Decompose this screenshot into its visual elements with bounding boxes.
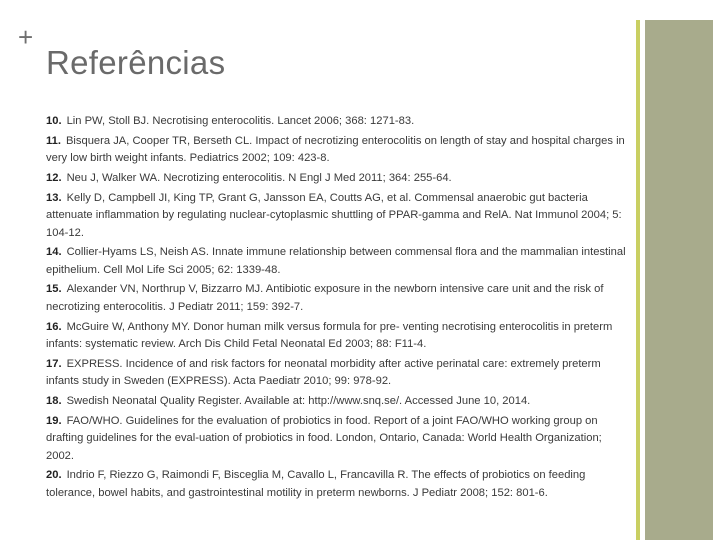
reference-item bbox=[46, 170, 628, 188]
reference-number: 16. bbox=[46, 320, 62, 333]
reference-item bbox=[46, 393, 628, 411]
reference-item bbox=[46, 281, 628, 316]
reference-number: 13. bbox=[46, 191, 62, 204]
reference-item bbox=[46, 356, 628, 391]
reference-text: Bisquera JA, Cooper TR, Berseth CL. Impact of necrotizing enterocolitis on length of stay and hospital charges in very low birth weight infants. Pediatrics 2002; 109: 423-8. bbox=[46, 134, 625, 165]
reference-number: 19. bbox=[46, 414, 62, 427]
reference-item bbox=[46, 133, 628, 168]
reference-number: 14. bbox=[46, 246, 62, 259]
slide-title: Referências bbox=[46, 44, 226, 81]
reference-number: 11. bbox=[46, 134, 61, 147]
reference-text: EXPRESS. Incidence of and risk factors for neonatal morbidity after active perinatal care: extremely preterm infants study in Sweden (EXPRESS). Acta Paediatr 2010; 99: 978-92. bbox=[46, 357, 601, 388]
reference-item bbox=[46, 113, 628, 131]
reference-text: Neu J, Walker WA. Necrotizing enterocolitis. N Engl J Med 2011; 364: 255-64. bbox=[66, 171, 452, 184]
accent-bar-thin bbox=[636, 20, 640, 540]
reference-text: Lin PW, Stoll BJ. Necrotising enterocolitis. Lancet 2006; 368: 1271-83. bbox=[66, 115, 415, 127]
reference-number: 15. bbox=[46, 283, 62, 296]
reference-item bbox=[46, 190, 628, 243]
reference-number: 12. bbox=[46, 171, 62, 184]
reference-item bbox=[46, 244, 628, 279]
accent-bar-wide bbox=[645, 20, 713, 540]
reference-text: Indrio F, Riezzo G, Raimondi F, Bisceglia M, Cavallo L, Francavilla R. The effects of probiotics on feeding tolerance, bowel habits, and gastrointestinal motility in preterm newborns. J Pediatr 2008; 152: 801-6. bbox=[46, 469, 586, 499]
reference-list bbox=[46, 113, 628, 505]
reference-number: 17. bbox=[46, 357, 62, 370]
reference-text: Collier-Hyams LS, Neish AS. Innate immune relationship between commensal flora and the mammalian intestinal epithelium. Cell Mol Life Sci 2005; 62: 1339-48. bbox=[46, 246, 626, 276]
reference-number: 18. bbox=[46, 395, 62, 407]
reference-text: Kelly D, Campbell JI, King TP, Grant G, Jansson EA, Coutts AG, et al. Commensal anaerobic gut bacteria attenuate inflammation by regulating nuclear-cytoplasmic shuttling of PPAR-gamma and RelA. Nat Immunol 2004; 5: 104-12. bbox=[46, 191, 622, 239]
reference-text: McGuire W, Anthony MY. Donor human milk versus formula for pre- venting necrotising enterocolitis in preterm infants: systematic review. Arch Dis Child Fetal Neonatal Ed 2003; 88: F11-4. bbox=[46, 320, 613, 351]
reference-text: Swedish Neonatal Quality Register. Available at: http://www.snq.se/. Accessed June 10, 2014. bbox=[66, 395, 531, 407]
reference-item bbox=[46, 319, 628, 354]
reference-item bbox=[46, 413, 628, 466]
reference-number: 20. bbox=[46, 469, 62, 482]
plus-icon: + bbox=[18, 22, 34, 52]
reference-item bbox=[46, 467, 628, 502]
reference-text: Alexander VN, Northrup V, Bizzarro MJ. Antibiotic exposure in the newborn intensive care unit and the risk of necrotizing enterocolitis. J Pediatr 2011; 159: 392-7. bbox=[46, 283, 604, 313]
reference-text: FAO/WHO. Guidelines for the evaluation of probiotics in food. Report of a joint FAO/WHO working group on drafting guidelines for the eval-uation of probiotics in food. London, Ontario, Canada: World Health Organization; 2002. bbox=[46, 414, 602, 462]
reference-number: 10. bbox=[46, 115, 62, 127]
